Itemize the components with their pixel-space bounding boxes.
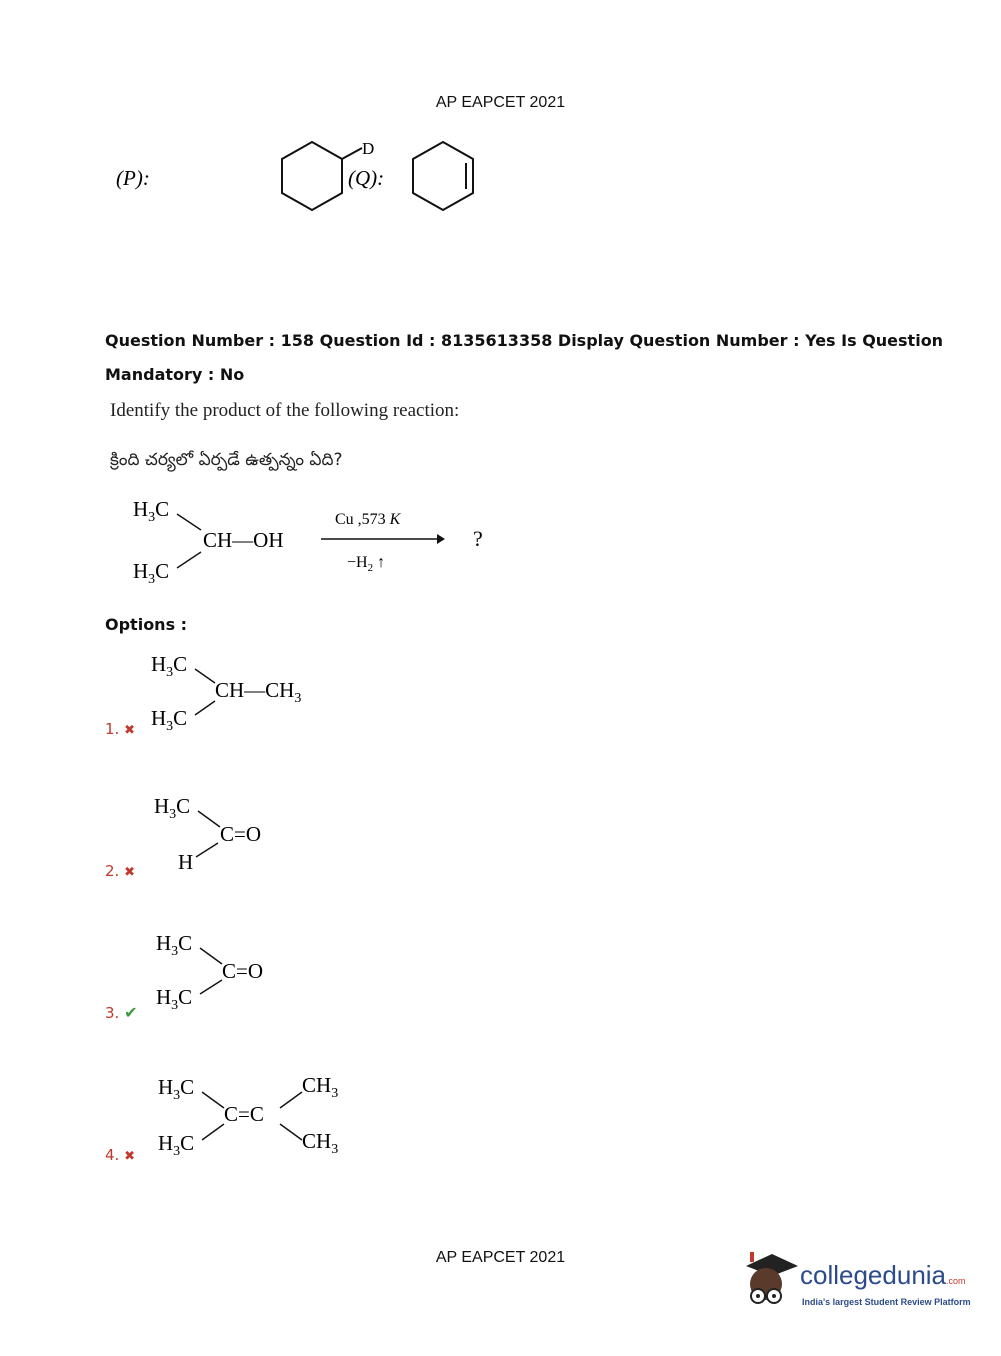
correct-check-icon: ✔ bbox=[124, 1003, 138, 1022]
opt3-center: C=O bbox=[222, 959, 264, 983]
opt3-methyl-top: $H_3C$ bbox=[156, 931, 193, 959]
logo-name: collegedunia.com bbox=[800, 1260, 966, 1290]
opt2-bond-bottom bbox=[196, 843, 218, 857]
wrong-cross-icon: ✖ bbox=[124, 723, 135, 738]
d-label: D bbox=[362, 139, 375, 158]
opt4-bond-bottom-right bbox=[280, 1124, 302, 1140]
reaction-arrow-head bbox=[437, 534, 445, 544]
wrong-cross-icon: ✖ bbox=[124, 1149, 135, 1164]
option-2-structure[interactable] bbox=[148, 785, 308, 880]
opt1-bond-bottom bbox=[195, 701, 215, 715]
reactant-methyl-top: $H_3C$ bbox=[133, 497, 170, 525]
mascot-icon bbox=[742, 1250, 802, 1320]
option-1-number: 1. bbox=[105, 720, 120, 738]
opt2-hydrogen: H bbox=[178, 850, 194, 874]
options-heading: Options : bbox=[105, 615, 188, 634]
reactant-center: CH—OH bbox=[203, 528, 284, 552]
opt4-bond-top-left bbox=[202, 1092, 224, 1108]
question-meta-line1: Question Number : 158 Question Id : 8135613358 Display Question Number : Yes Is Question bbox=[105, 331, 944, 350]
opt4-methyl-top-left: $H_3C$ bbox=[158, 1075, 195, 1103]
bond-top bbox=[177, 514, 201, 530]
question-meta-line2: Mandatory : No bbox=[105, 365, 245, 384]
opt4-center: C=C bbox=[224, 1102, 264, 1126]
page-header: AP EAPCET 2021 bbox=[435, 94, 566, 111]
option-4-number: 4. bbox=[105, 1146, 120, 1164]
opt4-methyl-bottom-left: $H_3C$ bbox=[158, 1131, 195, 1159]
reaction-condition-bottom: $-H_2$ ↑ bbox=[347, 554, 386, 574]
option-3-number: 3. bbox=[105, 1004, 120, 1022]
opt2-center: C=O bbox=[220, 822, 262, 846]
option-2-label[interactable] bbox=[105, 862, 135, 880]
option-2-number: 2. bbox=[105, 862, 120, 880]
bond-bottom bbox=[177, 552, 201, 568]
opt3-bond-bottom bbox=[200, 980, 222, 994]
question-text-english: Identify the product of the following reaction: bbox=[110, 400, 460, 421]
opt3-bond-top bbox=[200, 948, 222, 964]
reactant-methyl-bottom: $H_3C$ bbox=[133, 559, 170, 587]
structure-figure-pq bbox=[100, 130, 500, 230]
option-1-label[interactable] bbox=[105, 720, 135, 738]
opt1-bond-top bbox=[195, 669, 215, 683]
reaction-scheme bbox=[125, 490, 505, 590]
opt3-methyl-bottom: $H_3C$ bbox=[156, 985, 193, 1013]
opt2-bond-top bbox=[198, 811, 220, 827]
wrong-cross-icon: ✖ bbox=[124, 865, 135, 880]
option-3-label[interactable] bbox=[105, 1003, 138, 1022]
opt4-bond-top-right bbox=[280, 1092, 302, 1108]
opt4-bond-bottom-left bbox=[202, 1124, 224, 1140]
logo-tagline: India's largest Student Review Platform bbox=[802, 1297, 971, 1307]
cyclohexane-ring bbox=[282, 142, 342, 210]
opt1-center: $CH—CH_3$ bbox=[215, 678, 302, 706]
opt4-methyl-top-right: $CH_3$ bbox=[302, 1073, 339, 1101]
page-footer: AP EAPCET 2021 bbox=[435, 1249, 566, 1266]
d-bond bbox=[342, 148, 362, 159]
opt1-methyl-bottom: $H_3C$ bbox=[151, 706, 188, 734]
opt2-methyl-top: $H_3C$ bbox=[154, 794, 191, 822]
option-4-structure[interactable] bbox=[152, 1066, 372, 1166]
opt4-methyl-bottom-right: $CH_3$ bbox=[302, 1129, 339, 1157]
reaction-product: ? bbox=[473, 526, 483, 551]
collegedunia-logo[interactable] bbox=[742, 1250, 972, 1320]
option-3-structure[interactable] bbox=[150, 922, 310, 1017]
option-1-structure[interactable] bbox=[145, 645, 345, 740]
cyclohexene-ring bbox=[413, 142, 473, 210]
opt1-methyl-top: $H_3C$ bbox=[151, 652, 188, 680]
reaction-condition-top: Cu ,573 K bbox=[335, 511, 401, 528]
p-label: (P): bbox=[116, 166, 150, 190]
q-label: (Q): bbox=[348, 166, 385, 190]
question-text-telugu: క్రింది చర్యలో ఏర్పడే ఉత్పన్నం ఏది? bbox=[110, 450, 343, 470]
option-4-label[interactable] bbox=[105, 1146, 135, 1164]
